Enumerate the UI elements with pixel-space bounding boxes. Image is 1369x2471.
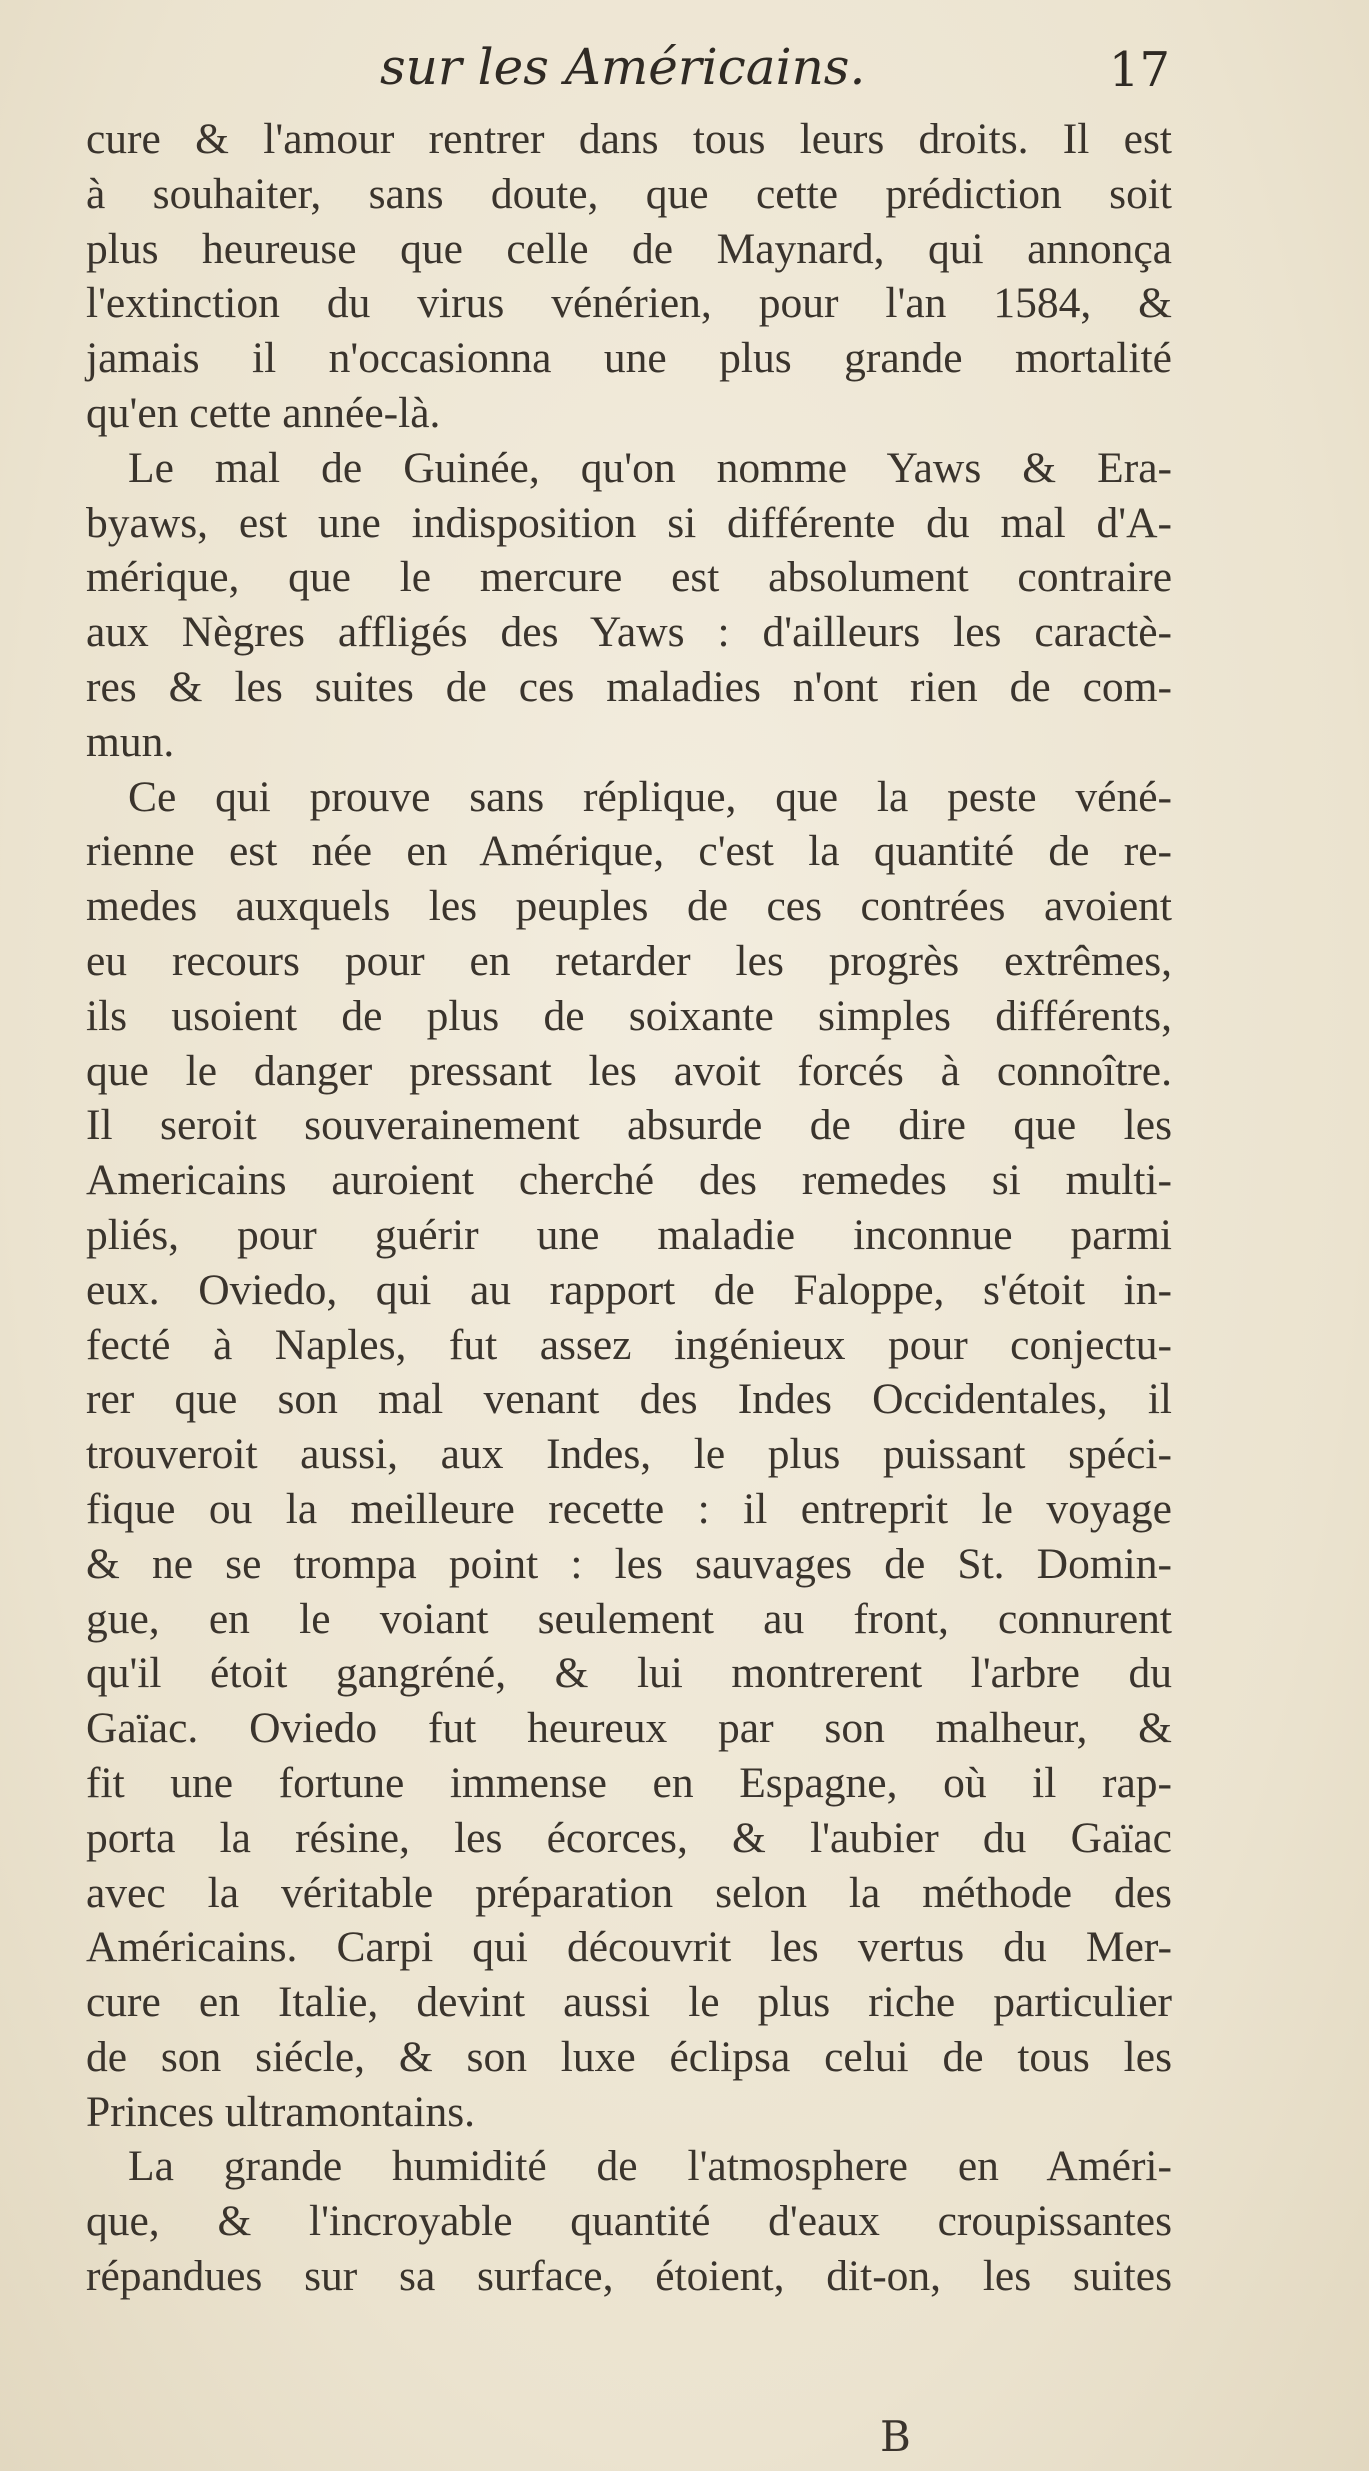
text-line: qu'il étoit gangréné, & lui montrerent l'arbre du xyxy=(86,1649,1172,1698)
text-line: ils usoient de plus de soixante simples différents, xyxy=(86,991,1172,1040)
text-line: Le mal de Guinée, qu'on nomme Yaws & Era- xyxy=(128,443,1172,492)
text-line: plus heureuse que celle de Maynard, qui annonça xyxy=(86,224,1172,273)
text-line: qu'en cette année-là. xyxy=(86,388,441,437)
text-line: avec la véritable préparation selon la méthode des xyxy=(86,1868,1172,1917)
text-line: de son siécle, & son luxe éclipsa celui de tous les xyxy=(86,2032,1172,2081)
text-line: Américains. Carpi qui découvrit les vertus du Mer- xyxy=(86,1923,1172,1972)
text-line: à souhaiter, sans doute, que cette prédiction soit xyxy=(86,169,1172,218)
text-line: medes auxquels les peuples de ces contrées avoient xyxy=(86,882,1172,931)
text-line: gue, en le voiant seulement au front, connurent xyxy=(86,1594,1172,1643)
text-line: res & les suites de ces maladies n'ont rien de com- xyxy=(86,662,1172,711)
body-text xyxy=(86,112,1172,2304)
text-line: pliés, pour guérir une maladie inconnue parmi xyxy=(86,1210,1172,1259)
text-line: Ce qui prouve sans réplique, que la peste véné- xyxy=(128,772,1172,821)
text-line: Princes ultramontains. xyxy=(86,2087,476,2136)
text-line: jamais il n'occasionna une plus grande mortalité xyxy=(86,334,1172,383)
text-line: mérique, que le mercure est absolument contraire xyxy=(86,553,1172,602)
text-line: que le danger pressant les avoit forcés à connoître. xyxy=(86,1046,1172,1095)
text-line: La grande humidité de l'atmosphere en Améri- xyxy=(128,2142,1172,2191)
text-line: fecté à Naples, fut assez ingénieux pour conjectu- xyxy=(86,1320,1172,1369)
text-line: Gaïac. Oviedo fut heureux par son malheur, & xyxy=(86,1704,1172,1753)
page-number: 17 xyxy=(1108,42,1170,98)
text-line: porta la résine, les écorces, & l'aubier du Gaïac xyxy=(86,1813,1172,1862)
text-line: eux. Oviedo, qui au rapport de Faloppe, s'étoit in- xyxy=(86,1265,1172,1314)
text-line: rienne est née en Amérique, c'est la quantité de re- xyxy=(86,827,1172,876)
text-line: Americains auroient cherché des remedes si multi- xyxy=(86,1156,1172,1205)
text-line: cure & l'amour rentrer dans tous leurs droits. Il est xyxy=(86,115,1172,163)
text-line: trouveroit aussi, aux Indes, le plus puissant spéci- xyxy=(86,1430,1172,1479)
text-line: cure en Italie, devint aussi le plus riche particulier xyxy=(86,1978,1172,2027)
page-header xyxy=(380,38,1170,118)
text-line: que, & l'incroyable quantité d'eaux croupissantes xyxy=(86,2197,1172,2246)
text-line: byaws, est une indisposition si différente du mal d'A- xyxy=(86,498,1172,547)
text-line: mun. xyxy=(86,717,175,766)
text-line: Il seroit souverainement absurde de dire que les xyxy=(86,1101,1172,1150)
text-line: eu recours pour en retarder les progrès extrêmes, xyxy=(86,936,1172,985)
text-line: répandues sur sa surface, étoient, dit-on, les suites xyxy=(86,2252,1172,2301)
text-line: & ne se trompa point : les sauvages de St. Domin- xyxy=(86,1539,1172,1588)
signature-mark: B xyxy=(880,2412,911,2461)
text-line: l'extinction du virus vénérien, pour l'an 1584, & xyxy=(86,279,1172,328)
running-head: sur les Américains. xyxy=(380,38,866,96)
text-line: rer que son mal venant des Indes Occidentales, il xyxy=(86,1375,1172,1424)
text-line: fit une fortune immense en Espagne, où il rap- xyxy=(86,1758,1172,1807)
text-line: aux Nègres affligés des Yaws : d'ailleurs les caractè- xyxy=(86,608,1172,657)
text-line: fique ou la meilleure recette : il entreprit le voyage xyxy=(86,1484,1172,1533)
